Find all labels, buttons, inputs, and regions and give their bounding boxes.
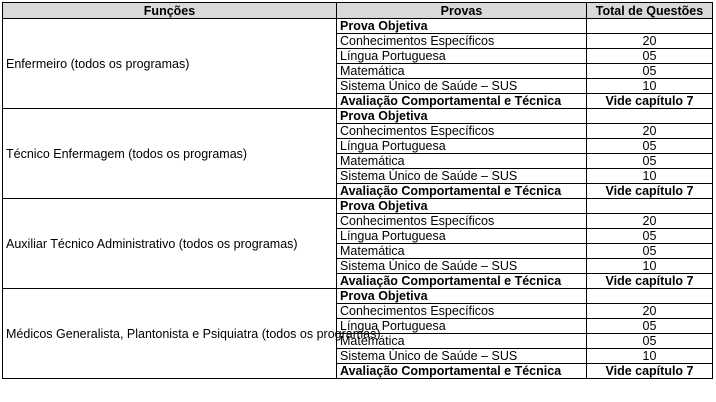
- total-cell-empty: [587, 199, 713, 214]
- total-cell-empty: [587, 19, 713, 34]
- prova-cell: Matemática: [337, 64, 587, 79]
- prova-cell: Sistema Único de Saúde – SUS: [337, 79, 587, 94]
- prova-cell: Língua Portuguesa: [337, 49, 587, 64]
- total-cell: 20: [587, 214, 713, 229]
- prova-cell: Conhecimentos Específicos: [337, 304, 587, 319]
- total-cell: 20: [587, 34, 713, 49]
- prova-cell: Sistema Único de Saúde – SUS: [337, 169, 587, 184]
- total-cell-empty: [587, 289, 713, 304]
- exam-table: [2, 2, 713, 379]
- prova-cell: Língua Portuguesa: [337, 139, 587, 154]
- total-cell: 05: [587, 319, 713, 334]
- prova-cell: Matemática: [337, 334, 587, 349]
- prova-cell: Matemática: [337, 244, 587, 259]
- total-cell: 05: [587, 229, 713, 244]
- prova-objetiva-label: Prova Objetiva: [337, 19, 587, 34]
- total-cell: 20: [587, 124, 713, 139]
- prova-cell: Língua Portuguesa: [337, 319, 587, 334]
- table-row: [3, 109, 713, 124]
- total-cell: 10: [587, 79, 713, 94]
- avaliacao-total-cell: Vide capítulo 7: [587, 274, 713, 289]
- total-cell: 20: [587, 304, 713, 319]
- funcao-cell: Médicos Generalista, Plantonista e Psiquiatra (todos os programas): [3, 289, 337, 379]
- avaliacao-cell: Avaliação Comportamental e Técnica: [337, 94, 587, 109]
- table-body: [3, 19, 713, 379]
- total-cell: 05: [587, 139, 713, 154]
- avaliacao-cell: Avaliação Comportamental e Técnica: [337, 274, 587, 289]
- table-row: [3, 289, 713, 304]
- header-total: Total de Questões: [587, 3, 713, 19]
- total-cell: 10: [587, 259, 713, 274]
- prova-cell: Conhecimentos Específicos: [337, 34, 587, 49]
- prova-cell: Língua Portuguesa: [337, 229, 587, 244]
- avaliacao-total-cell: Vide capítulo 7: [587, 364, 713, 379]
- total-cell-empty: [587, 109, 713, 124]
- table-row: [3, 199, 713, 214]
- avaliacao-total-cell: Vide capítulo 7: [587, 184, 713, 199]
- header-provas: Provas: [337, 3, 587, 19]
- prova-cell: Matemática: [337, 154, 587, 169]
- prova-objetiva-label: Prova Objetiva: [337, 109, 587, 124]
- avaliacao-cell: Avaliação Comportamental e Técnica: [337, 184, 587, 199]
- prova-cell: Sistema Único de Saúde – SUS: [337, 349, 587, 364]
- total-cell: 10: [587, 169, 713, 184]
- prova-cell: Sistema Único de Saúde – SUS: [337, 259, 587, 274]
- avaliacao-cell: Avaliação Comportamental e Técnica: [337, 364, 587, 379]
- prova-cell: Conhecimentos Específicos: [337, 214, 587, 229]
- table-row: [3, 19, 713, 34]
- total-cell: 10: [587, 349, 713, 364]
- total-cell: 05: [587, 244, 713, 259]
- total-cell: 05: [587, 154, 713, 169]
- header-funcoes: Funções: [3, 3, 337, 19]
- prova-cell: Conhecimentos Específicos: [337, 124, 587, 139]
- prova-objetiva-label: Prova Objetiva: [337, 199, 587, 214]
- prova-objetiva-label: Prova Objetiva: [337, 289, 587, 304]
- header-row: [3, 3, 713, 19]
- funcao-cell: Auxiliar Técnico Administrativo (todos os programas): [3, 199, 337, 289]
- total-cell: 05: [587, 49, 713, 64]
- funcao-cell: Técnico Enfermagem (todos os programas): [3, 109, 337, 199]
- total-cell: 05: [587, 334, 713, 349]
- total-cell: 05: [587, 64, 713, 79]
- avaliacao-total-cell: Vide capítulo 7: [587, 94, 713, 109]
- funcao-cell: Enfermeiro (todos os programas): [3, 19, 337, 109]
